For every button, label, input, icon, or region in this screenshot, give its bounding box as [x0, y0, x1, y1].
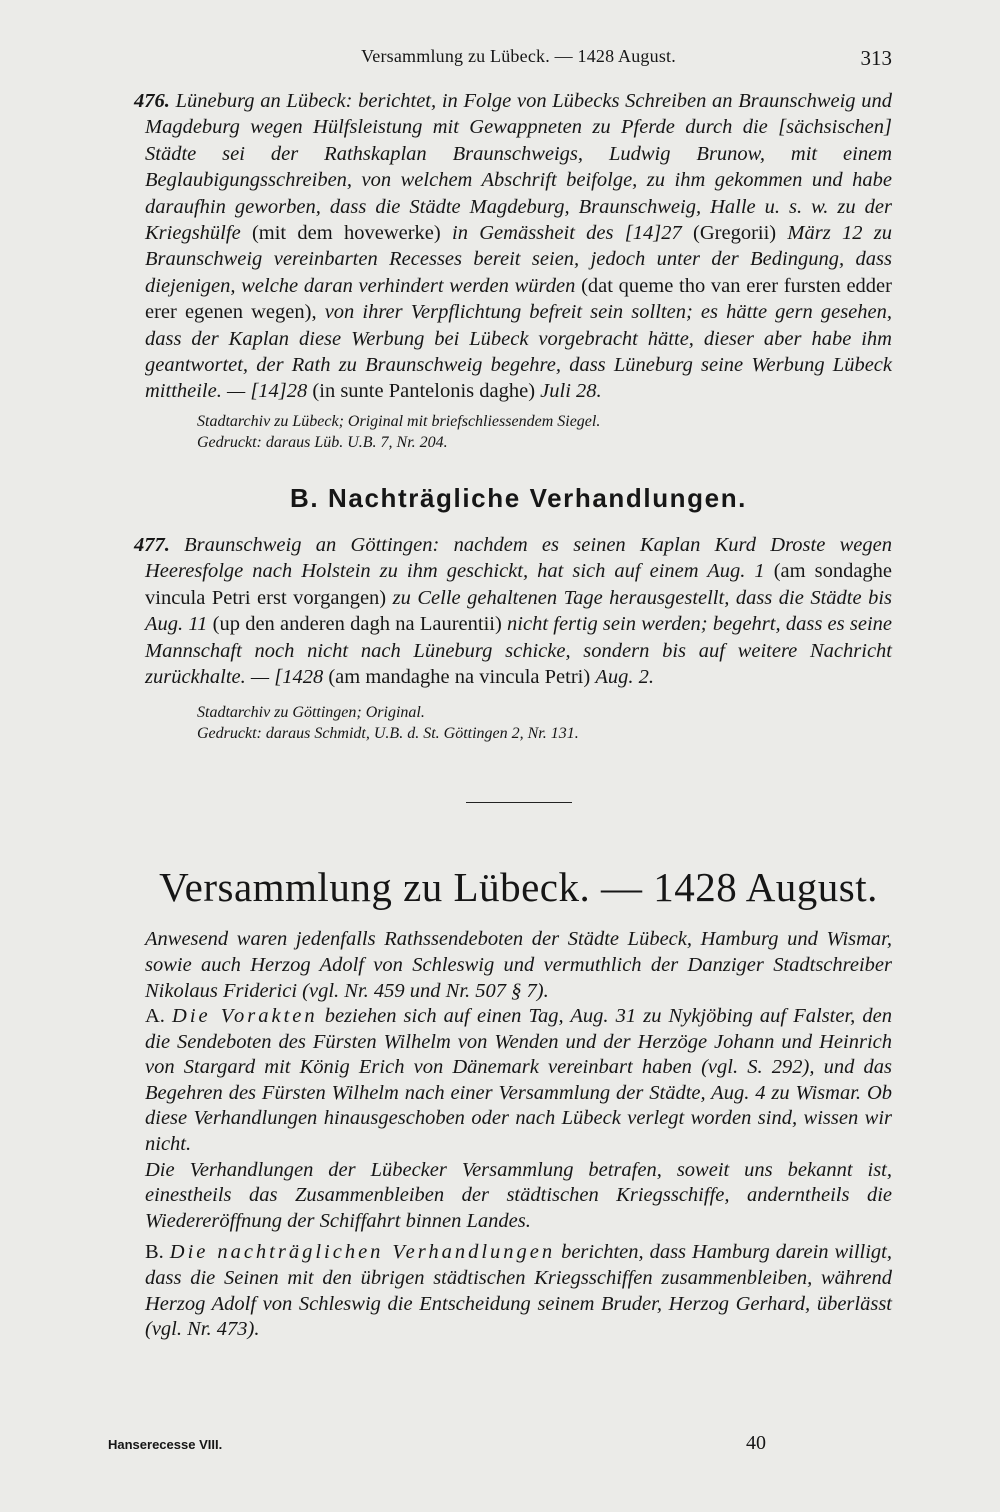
- entry-quote: (Gregorii): [693, 222, 777, 245]
- section-rule: [466, 802, 572, 803]
- intro-text: beziehen sich auf einen Tag, Aug. 31 zu Nykjöbing auf Falster, den die Sendeboten des Fürsten Wilhelm von Wenden und der Herzöge Johann und Heinrich von Stargard mit König Erich von Dänemark vereinbart haben (vgl. S. 292), und das Begehren des Fürsten Wilhelm nach einer Versammlung der Städte, Aug. 4 zu Wismar. Ob diese Verhandlungen hinausgeschoben oder nach Lübeck verlegt worden sind, wissen wir nicht.: [145, 1005, 892, 1156]
- intro-paragraph: [145, 927, 892, 1004]
- intro-paragraph-a: [145, 1004, 892, 1158]
- spaced-term: Die Vorakten: [172, 1005, 318, 1028]
- entry-date: Aug. 2.: [595, 665, 654, 688]
- running-head-title: Versammlung zu Lübeck. — 1428 August.: [361, 46, 676, 66]
- running-head: [145, 46, 892, 76]
- entry-text: März 12 zu Braunschweig vereinbarten Recesses bereit seien, jedoch unter der Bedingung, dass diejenigen, welche daran verhindert werden würden: [145, 222, 892, 297]
- entry-477: [133, 532, 893, 690]
- entry-quote: (dat queme tho van erer fursten edder erer egenen wegen),: [145, 274, 892, 324]
- source-note: Stadtarchiv zu Göttingen; Original.: [197, 704, 425, 722]
- entry-quote: (mit dem hovewerke): [251, 222, 441, 245]
- sheet-number: 40: [746, 1432, 766, 1454]
- entry-text: zu Celle gehaltenen Tage herausgestellt, dass die Städte bis Aug. 11: [145, 586, 892, 636]
- page-footer: [108, 1432, 766, 1460]
- intro-paragraph: [145, 1158, 892, 1235]
- intro-text: berichten, dass Hamburg darein willigt, dass die Seinen mit den übrigen städtischen Kriegsschiffen zusammenbleiben, während Herzog Adolf von Schleswig die Entscheidung seinem Bruder, Herzog Gerhard, überlässt (vgl. Nr. 473).: [145, 1241, 892, 1341]
- entry-number: 477.: [133, 533, 170, 556]
- entry-date: Juli 28.: [540, 380, 602, 403]
- paragraph-label: A.: [145, 1005, 165, 1028]
- entry-text: Lüneburg an Lübeck: berichtet, in Folge von Lübecks Schreiben an Braunschweig und Magdeburg wegen Hülfsleistung mit Gewappneten zu Pferde durch die [sächsischen] Städte sei der Rathskaplan Braunschweigs, Ludwig Brunow, mit einem Beglaubigungsschreiben, von welchem Abschrift beifolge, zu ihm gekommen und habe daraufhin geworben, dass die Städte Magdeburg, Braunschweig, Halle u. s. w. zu der Kriegshülfe: [145, 90, 892, 245]
- page-content: [133, 88, 893, 1343]
- entry-476: [133, 88, 893, 405]
- spaced-term: Die nachträglichen Verhandlungen: [169, 1241, 556, 1264]
- entry-quote: (up den anderen dagh na Laurentii): [212, 613, 502, 636]
- entry-quote: (am sondaghe vincula Petri erst vorgangen): [145, 560, 893, 609]
- entry-text: in Gemässheit des [14]27: [452, 222, 682, 245]
- entry-text: von ihrer Verpflichtung befreit sein sollten; es hätte gern gesehen, dass der Kaplan diese Werbung bei Lübeck vorgebracht hätte, dieser aber habe ihm geantwortet, der Rath zu Braunschweig begehre, dass Lüneburg seine Werbung Lübeck mittheile. — [14]28: [145, 301, 893, 403]
- footer-signature: Hanserecesse VIII.: [108, 1437, 223, 1452]
- entry-text: Braunschweig an Göttingen: nachdem es seinen Kaplan Kurd Droste wegen Heeresfolge nach Holstein zu ihm geschickt, hat sich auf einem Aug. 1: [145, 533, 892, 583]
- entry-text: nicht fertig sein werden; begehrt, dass es seine Mannschaft noch nicht nach Lüneburg schicke, sondern bis auf weitere Nachricht zurückhalte. — [1428: [145, 613, 892, 688]
- source-note: Stadtarchiv zu Lübeck; Original mit briefschliessendem Siegel.: [197, 412, 601, 430]
- intro-paragraph-b: [145, 1240, 892, 1342]
- paragraph-label: B.: [145, 1241, 164, 1264]
- page-number: 313: [860, 46, 892, 70]
- section-heading: B. Nachträgliche Verhandlungen.: [289, 482, 748, 513]
- intro-text: Die Verhandlungen der Lübecker Versammlung betrafen, soweit uns bekannt ist, einestheils das Zusammenbleiben der städtischen Kriegsschiffe, anderntheils die Wiedereröffnung der Schiffahrt binnen Landes.: [145, 1158, 892, 1232]
- entry-quote: (am mandaghe na vincula Petri): [328, 665, 591, 688]
- print-note: Gedruckt: daraus Lüb. U.B. 7, Nr. 204.: [197, 433, 448, 451]
- entry-quote: (in sunte Pantelonis daghe): [312, 380, 536, 403]
- intro-text: Anwesend waren jedenfalls Rathssendeboten der Städte Lübeck, Hamburg und Wismar, sowie auch Herzog Adolf von Schleswig und vermuthlich der Danziger Stadtschreiber Nikolaus Friderici (vgl. Nr. 459 und Nr. 507 § 7).: [145, 928, 892, 1002]
- entry-number: 476.: [133, 90, 170, 112]
- main-heading: Versammlung zu Lübeck. — 1428 August.: [159, 864, 878, 911]
- print-note: Gedruckt: daraus Schmidt, U.B. d. St. Göttingen 2, Nr. 131.: [197, 725, 579, 743]
